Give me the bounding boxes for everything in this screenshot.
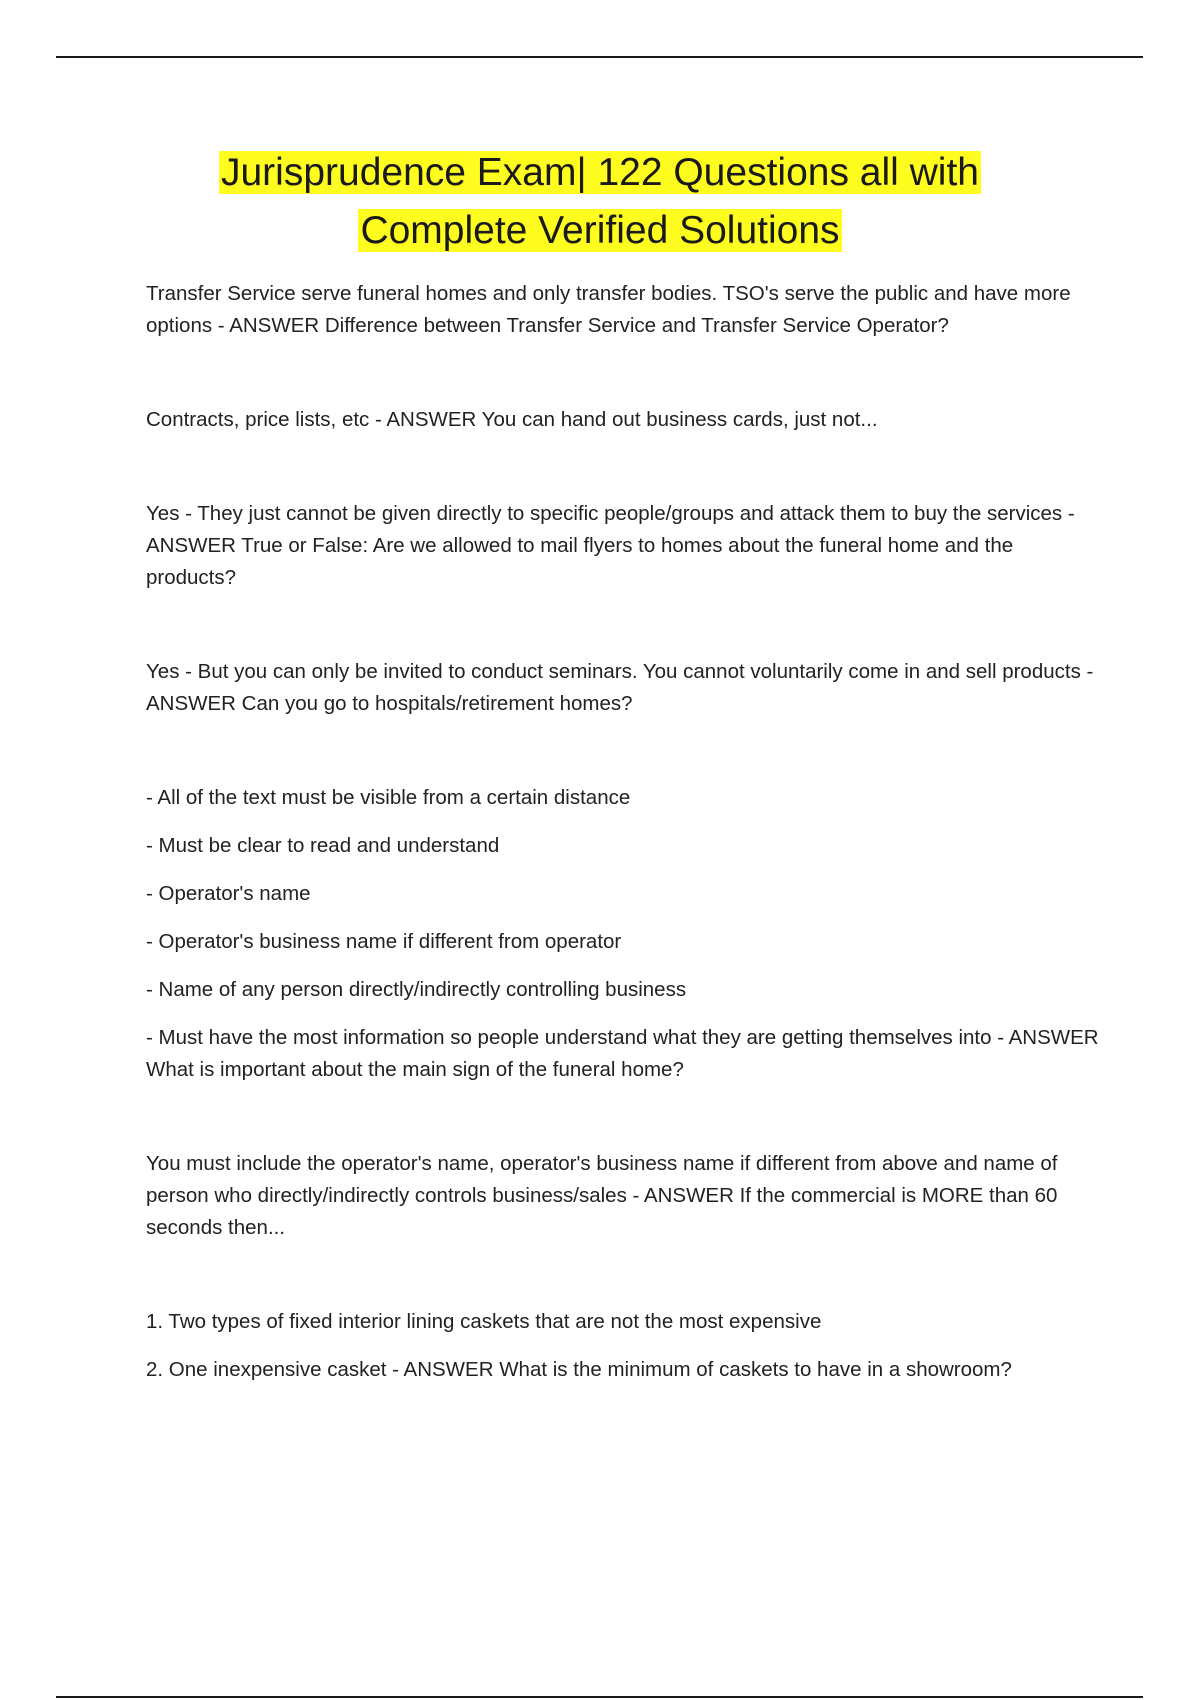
qa-mail-flyers: Yes - They just cannot be given directly to specific people/groups and attack them to buy the services - ANSWER True or False: Are we allowed to mail flyers to homes about the funeral home and the products? — [146, 502, 1075, 589]
casket-list-item: 1. Two types of fixed interior lining caskets that are not the most expensive — [146, 1310, 822, 1333]
qa-commercial: You must include the operator's name, operator's business name if different from above and name of person who directly/indirectly controls business/sales - ANSWER If the commercial is MORE than 60 seconds then... — [146, 1152, 1058, 1239]
casket-list-item: 2. One inexpensive casket - ANSWER What is the minimum of caskets to have in a showroom? — [146, 1358, 1012, 1381]
title-line-2: Complete Verified Solutions — [360, 209, 840, 252]
sign-bullet: - Must have the most information so people understand what they are getting themselves into - ANSWER What is important about the main sign of the funeral home? — [146, 1026, 1099, 1081]
casket-list — [146, 1306, 1106, 1386]
top-rule — [56, 56, 1143, 58]
sign-bullet: - Operator's business name if different from operator — [146, 930, 622, 953]
document-body — [146, 278, 1106, 1386]
document-title — [0, 144, 1200, 260]
sign-bullet: - Operator's name — [146, 882, 311, 905]
qa-hospitals: Yes - But you can only be invited to conduct seminars. You cannot voluntarily come in and sell products - ANSWER Can you go to hospitals/retirement homes? — [146, 660, 1094, 715]
qa-transfer-service: Transfer Service serve funeral homes and only transfer bodies. TSO's serve the public and have more options - ANSWER Difference between Transfer Service and Transfer Service Operator? — [146, 282, 1071, 337]
title-line-1: Jurisprudence Exam| 122 Questions all with — [220, 151, 979, 194]
bottom-rule — [56, 1696, 1143, 1698]
sign-bullet: - All of the text must be visible from a certain distance — [146, 786, 631, 809]
sign-bullet: - Name of any person directly/indirectly controlling business — [146, 978, 687, 1001]
qa-business-cards: Contracts, price lists, etc - ANSWER You can hand out business cards, just not... — [146, 408, 878, 431]
sign-bullet-list — [146, 782, 1106, 1086]
sign-bullet: - Must be clear to read and understand — [146, 834, 500, 857]
